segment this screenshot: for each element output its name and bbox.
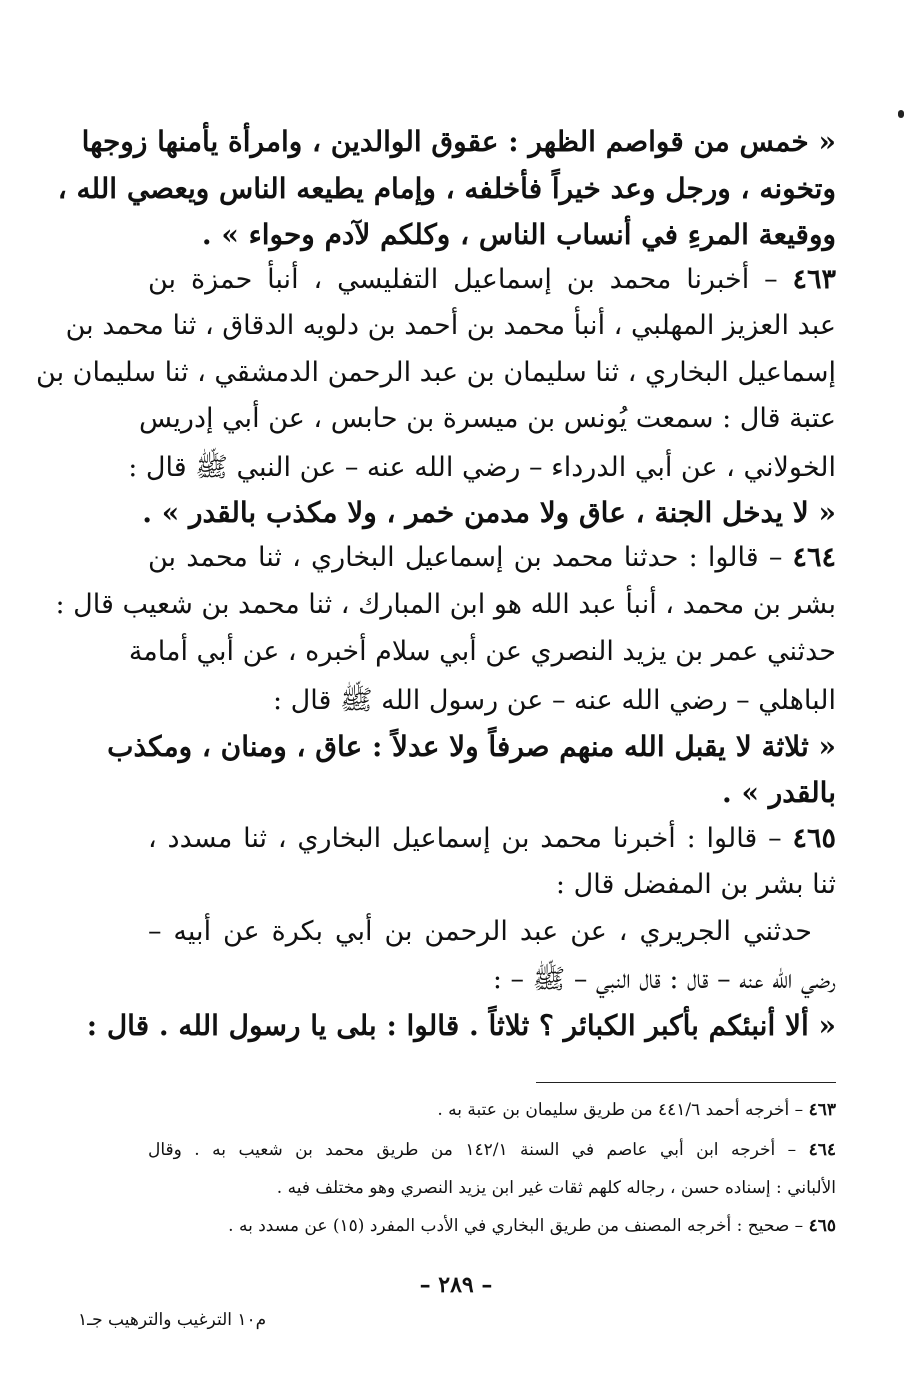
page-number: – ٢٨٩ – <box>419 1272 493 1298</box>
hadith-465-line-1: ٤٦٥ – قالوا : أخبرنا محمد بن إسماعيل البخاري ، ثنا مسدد ، <box>148 823 836 854</box>
footnote-number: ٤٦٥ <box>808 1216 836 1236</box>
body-line-15: بالقدر » . <box>722 776 836 809</box>
body-line-3: ووقيعة المرءِ في أنساب الناس ، وكلكم لآدم وحواء » . <box>201 218 836 251</box>
body-line-12: حدثني عمر بن يزيد النصري عن أبي سلام أخبره ، عن أبي أمامة <box>128 636 836 667</box>
body-line-13: الباهلي – رضي الله عنه – عن رسول الله ﷺ قال : <box>272 685 836 716</box>
body-line-20: « ألا أنبئكم بأكبر الكبائر ؟ ثلاثاً . قالوا : بلى يا رسول الله . قال : <box>86 1009 836 1042</box>
footnote-463: ٤٦٣ – أخرجه أحمد ٤٤١/٦ من طريق سليمان بن عتبة به . <box>437 1100 836 1120</box>
hadith-464-line-1: ٤٦٤ – قالوا : حدثنا محمد بن إسماعيل البخاري ، ثنا محمد بن <box>148 542 836 573</box>
body-line-7: عتبة قال : سمعت يُونس بن ميسرة بن حابس ، عن أبي إدريس <box>138 403 836 434</box>
signature-mark: م١٠ الترغيب والترهيب جـ١ <box>78 1310 267 1330</box>
body-line-18: حدثني الجريري ، عن عبد الرحمن بن أبي بكرة عن أبيه – <box>148 916 812 947</box>
body-line-2: وتخونه ، ورجل وعد خيراً فأخلفه ، وإمام يطيعه الناس ويعصي الله ، <box>57 172 836 205</box>
footnote-number: ٤٦٣ <box>808 1100 836 1120</box>
footnote-464-line-2: الألباني : إسناده حسن ، رجاله كلهم ثقات غير ابن يزيد النصري وهو مختلف فيه . <box>276 1178 836 1198</box>
footnote-465: ٤٦٥ – صحيح : أخرجه المصنف من طريق البخاري في الأدب المفرد (١٥) عن مسدد به . <box>228 1216 836 1236</box>
hadith-number: ٤٦٥ <box>792 823 836 854</box>
hadith-number: ٤٦٣ <box>792 264 836 295</box>
body-line-5: عبد العزيز المهلبي ، أنبأ محمد بن أحمد بن دلويه الدقاق ، ثنا محمد بن <box>65 310 836 341</box>
body-line-14: « ثلاثة لا يقبل الله منهم صرفاً ولا عدلاً : عاق ، ومنان ، ومكذب <box>107 730 836 763</box>
body-line-11: بشر بن محمد ، أنبأ عبد الله هو ابن المبارك ، ثنا محمد بن شعيب قال : <box>55 589 836 620</box>
margin-mark <box>898 110 904 118</box>
body-line-17: ثنا بشر بن المفضل قال : <box>555 869 836 900</box>
body-line-8: الخولاني ، عن أبي الدرداء – رضي الله عنه – عن النبي ﷺ قال : <box>128 452 836 483</box>
body-line-1: « خمس من قواصم الظهر : عقوق الوالدين ، وامرأة يأمنها زوجها <box>81 125 836 158</box>
body-line-6: إسماعيل البخاري ، ثنا سليمان بن عبد الرحمن الدمشقي ، ثنا سليمان بن <box>36 357 836 388</box>
body-line-19: رضي الله عنه – قال : قال النبي – ﷺ – : <box>492 964 836 995</box>
hadith-number: ٤٦٤ <box>792 542 836 573</box>
hadith-463-line-1: ٤٦٣ – أخبرنا محمد بن إسماعيل التفليسي ، أنبأ حمزة بن <box>148 264 836 295</box>
footnote-number: ٤٦٤ <box>808 1140 836 1160</box>
footnote-464-line-1: ٤٦٤ – أخرجه ابن أبي عاصم في السنة ١٤٢/١ من طريق محمد بن شعيب به . وقال <box>148 1140 836 1160</box>
footnote-rule <box>536 1082 836 1083</box>
body-line-9: « لا يدخل الجنة ، عاق ولا مدمن خمر ، ولا مكذب بالقدر » . <box>142 496 836 529</box>
